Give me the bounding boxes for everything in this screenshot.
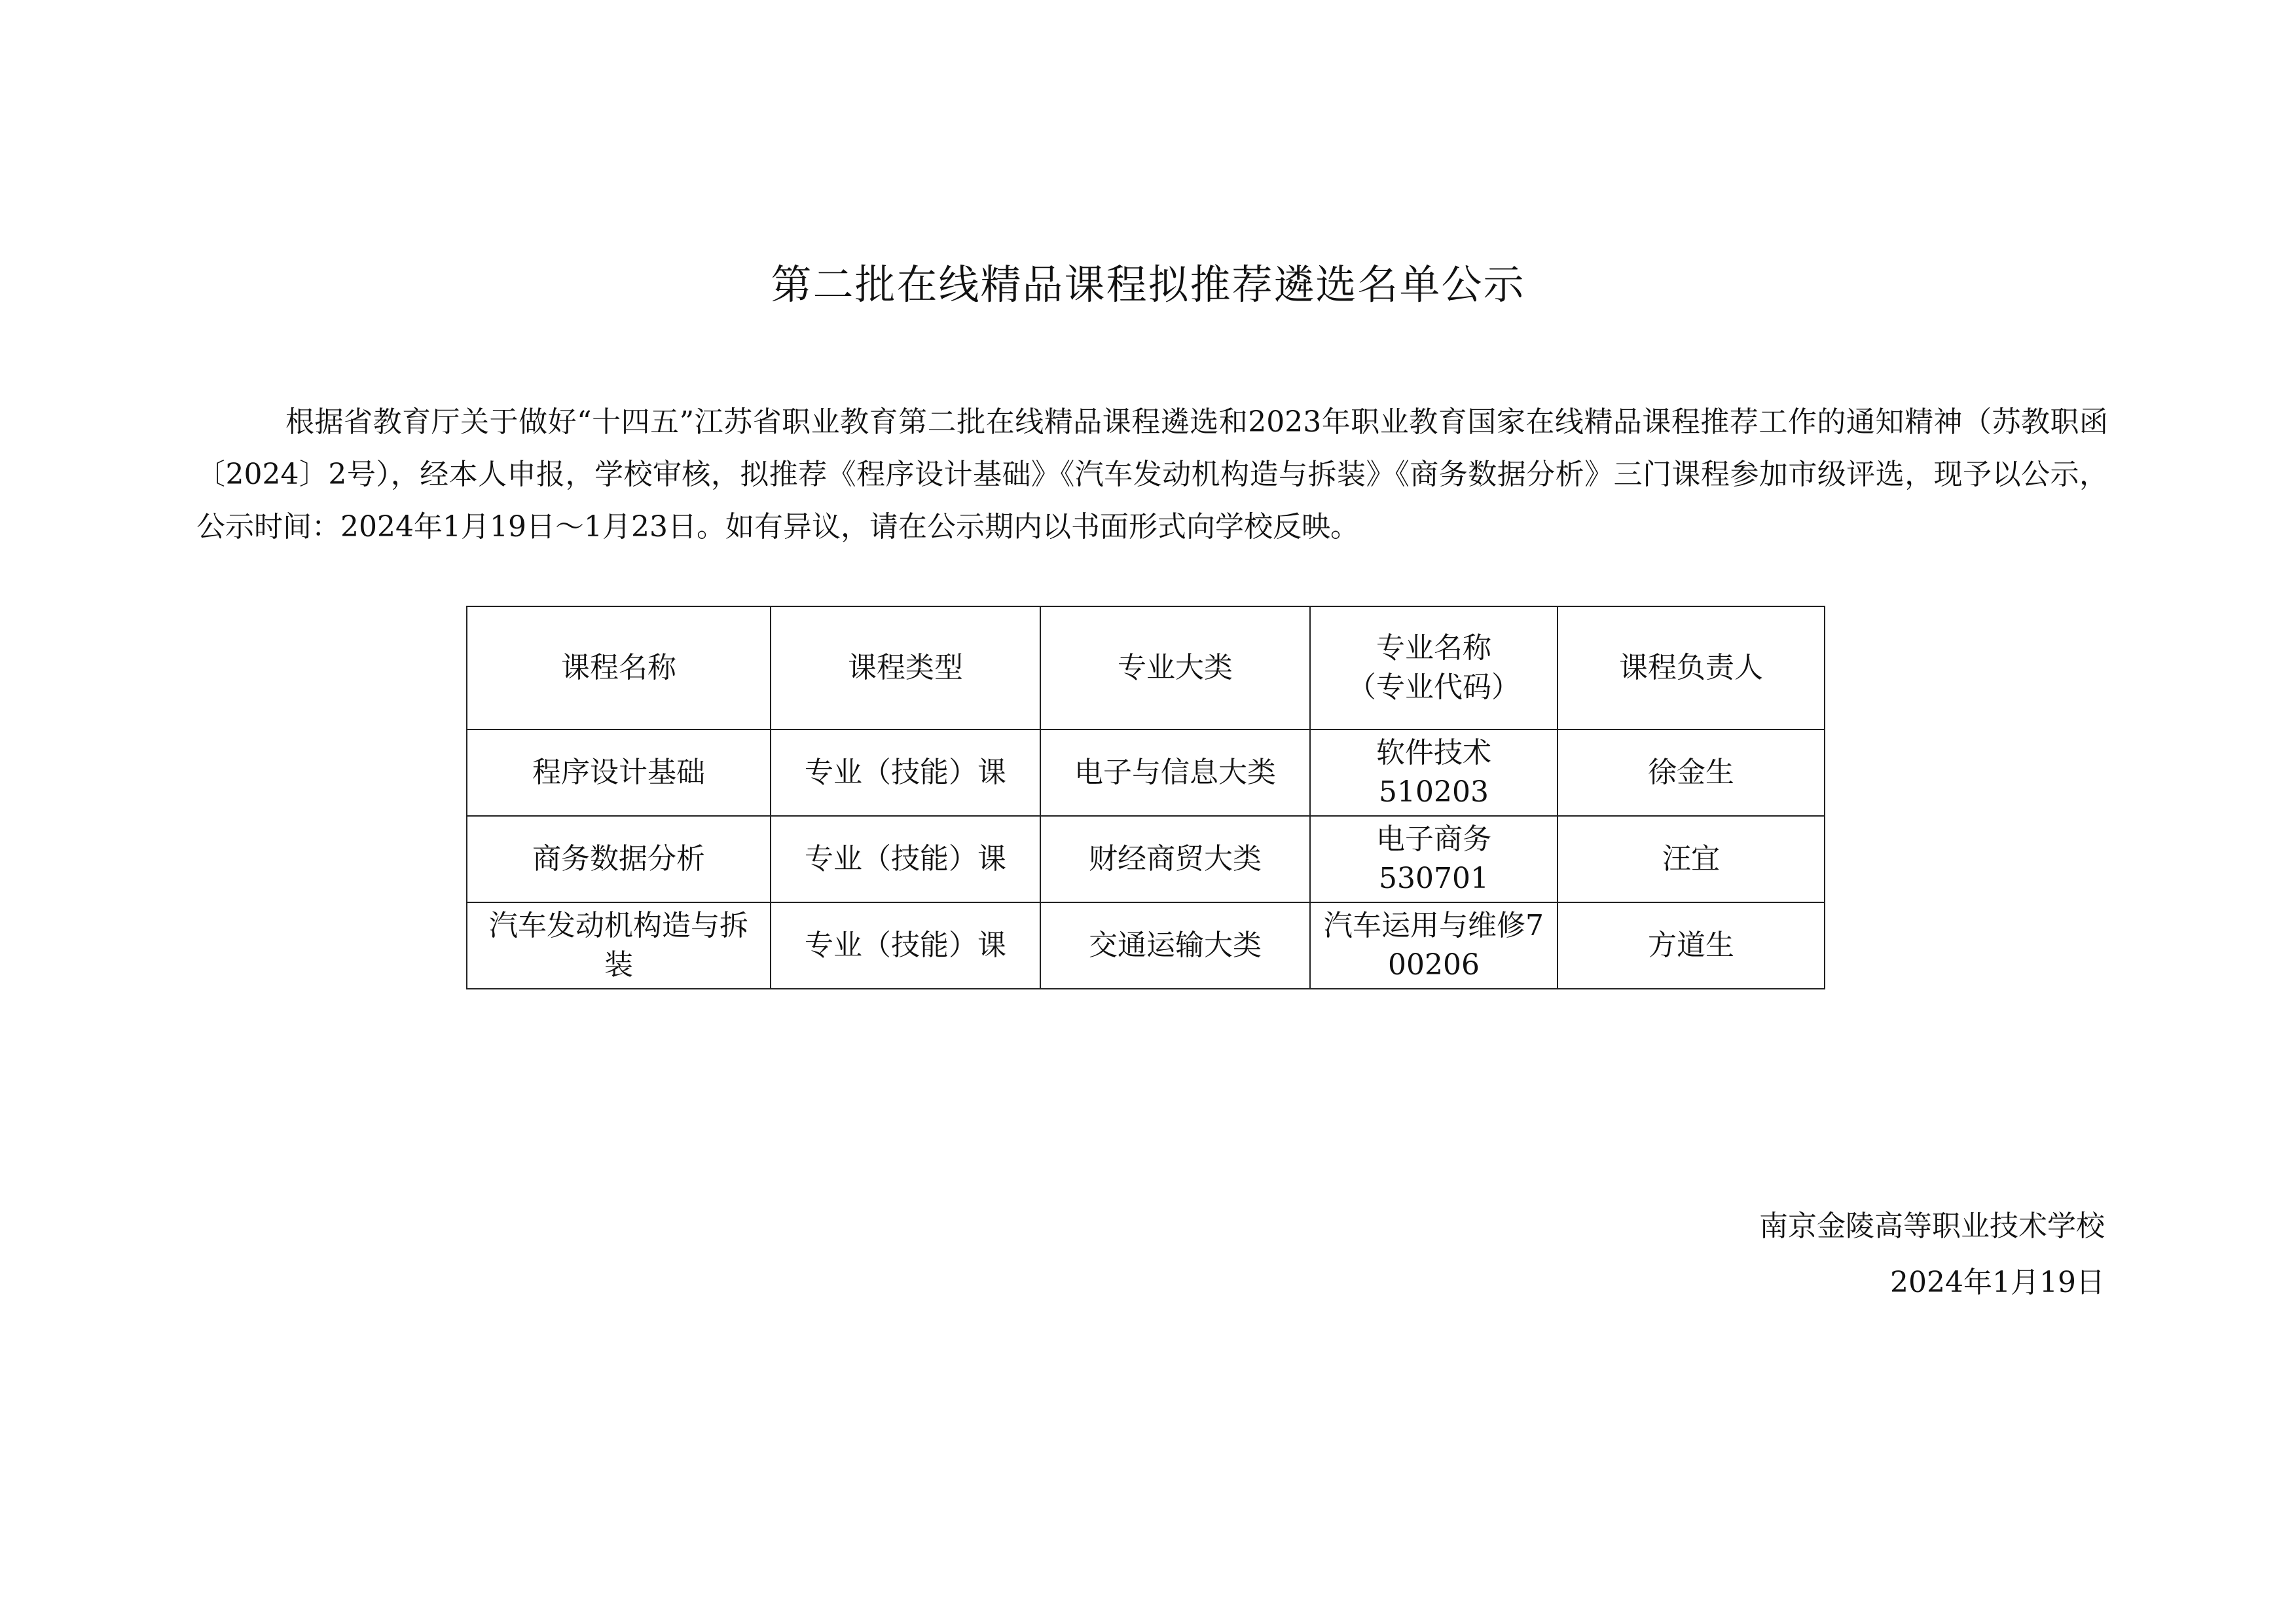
table-row [467,902,1825,989]
major-code: 530701 [1379,862,1489,895]
table-row [467,816,1825,902]
table-header-row [467,606,1825,729]
header-lead [1558,606,1825,729]
major-code: 510203 [1379,775,1489,809]
header-major [1310,606,1558,729]
header-lead-label: 课程负责人 [1619,651,1763,684]
header-course-name-label: 课程名称 [561,651,676,684]
course-type-cell: 专业（技能）课 [771,729,1040,816]
signature-block [1759,1198,2105,1311]
header-course-type-label: 课程类型 [848,651,963,684]
header-course-name [467,606,771,729]
course-type-cell: 专业（技能）课 [771,902,1040,989]
major-name: 汽车运用与维修 [1324,909,1525,942]
major-name: 电子商务 [1376,822,1491,856]
category-cell: 电子与信息大类 [1040,729,1310,816]
header-category-label: 专业大类 [1118,651,1233,684]
signing-organization: 南京金陵高等职业技术学校 [1759,1209,2105,1243]
header-major-code-label: （专业代码） [1347,671,1520,704]
header-course-type [771,606,1040,729]
lead-cell: 徐金生 [1558,729,1825,816]
table-row [467,729,1825,816]
lead-cell: 汪宜 [1558,816,1825,902]
category-cell: 交通运输大类 [1040,902,1310,989]
header-major-label: 专业名称 [1376,631,1491,665]
announcement-body: 根据省教育厅关于做好“十四五”江苏省职业教育第二批在线精品课程遴选和2023年职业教育国家在线精品课程推荐工作的通知精神（苏教职函〔2024〕2号），经本人申报，学校审核，拟推荐《程序设计基础》《汽车发动机构造与拆装》《商务数据分析》三门课程参加市级评选，现予以公示，公示时间：2024年1月19日～1月23日。如有异议，请在公示期内以书面形式向学校反映。 [196,405,2108,544]
major-cell [1310,729,1558,816]
course-name-cell: 程序设计基础 [467,729,771,816]
course-type-cell: 专业（技能）课 [771,816,1040,902]
major-name: 软件技术 [1376,736,1491,769]
header-category [1040,606,1310,729]
major-cell [1310,902,1558,989]
document-title: 第二批在线精品课程拟推荐遴选名单公示 [771,261,1525,308]
signing-date: 2024年1月19日 [1890,1266,2105,1299]
lead-cell: 方道生 [1558,902,1825,989]
major-cell [1310,816,1558,902]
course-table [466,606,1825,989]
category-cell: 财经商贸大类 [1040,816,1310,902]
course-name-cell: 汽车发动机构造与拆装 [467,902,771,989]
major-code: 700206 [1388,909,1544,982]
course-name-cell: 商务数据分析 [467,816,771,902]
